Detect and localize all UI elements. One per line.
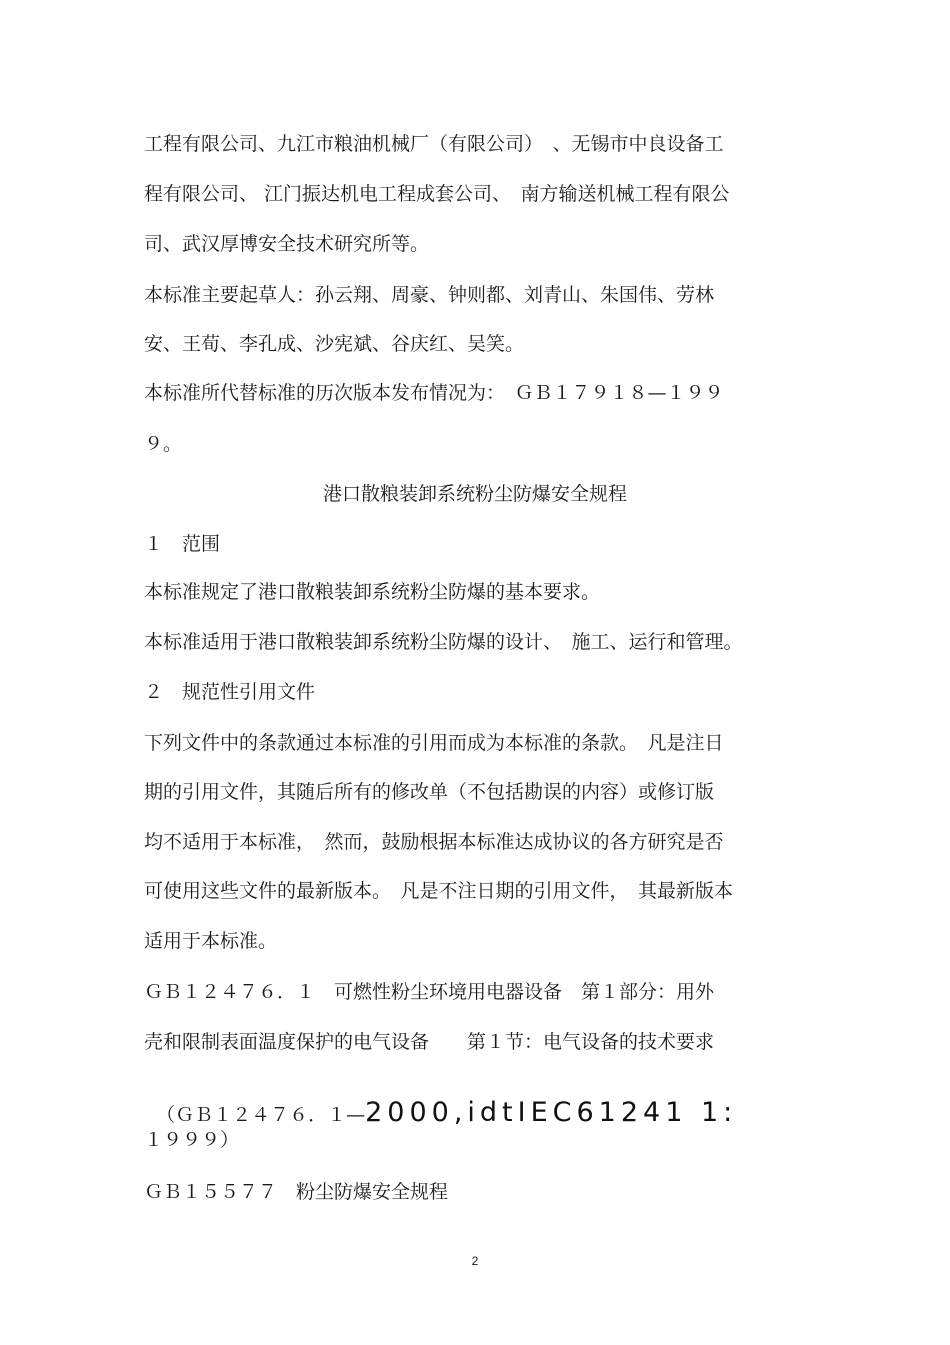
text-line: 期的引用文件，其随后所有的修改单（不包括勘误的内容）或修订版 — [144, 781, 715, 803]
reference-code-large: 2000,idtIEC61241 1: — [365, 1097, 738, 1128]
text-line: 工程有限公司、九江市粮油机械厂（有限公司） 、无锡市中良设备工 — [144, 133, 724, 155]
text-line: 本标准适用于港口散粮装卸系统粉尘防爆的设计、 施工、运行和管理。 — [144, 631, 743, 653]
section-title: 港口散粮装卸系统粉尘防爆安全规程 — [322, 483, 627, 505]
text-line: 安、王荀、李孔成、沙宪斌、谷庆红、吴笑。 — [144, 333, 525, 355]
text-line: 司、武汉厚博安全技术研究所等。 — [144, 233, 430, 255]
text-line: 程有限公司、 江门振达机电工程成套公司、 南方输送机械工程有限公 — [144, 183, 730, 205]
text-line: 下列文件中的条款通过本标准的引用而成为本标准的条款。 凡是注日 — [144, 732, 724, 754]
reference-line: ＧＢ１２４７６．１ 可燃性粉尘环境用电器设备 第１部分：用外 — [144, 981, 715, 1003]
text-line: 适用于本标准。 — [144, 930, 278, 952]
section-heading-references: ２ 规范性引用文件 — [144, 681, 316, 703]
reference-line: 壳和限制表面温度保护的电气设备 第１节：电气设备的技术要求 — [144, 1031, 715, 1053]
section-heading-scope: １ 范围 — [144, 533, 221, 555]
text-line: 均不适用于本标准， 然而，鼓励根据本标准达成协议的各方研究是否 — [144, 831, 724, 853]
text-line: 本标准所代替标准的历次版本发布情况为： ＧＢ１７９１８—１９９ — [144, 382, 724, 404]
reference-line: ＧＢ１５５７７ 粉尘防爆安全规程 — [144, 1181, 449, 1203]
reference-code-prefix: （ＧＢ１２４７６．１— — [156, 1104, 366, 1126]
text-line: 本标准主要起草人：孙云翔、周豪、钟则都、刘青山、朱国伟、劳林 — [144, 284, 715, 306]
text-line: 可使用这些文件的最新版本。 凡是不注日期的引用文件， 其最新版本 — [144, 880, 734, 902]
text-line: 本标准规定了港口散粮装卸系统粉尘防爆的基本要求。 — [144, 581, 601, 603]
reference-line: １９９９） — [144, 1129, 240, 1151]
reference-line — [144, 1077, 737, 1127]
text-line: ９。 — [144, 433, 183, 455]
page-number: 2 — [471, 1254, 479, 1268]
